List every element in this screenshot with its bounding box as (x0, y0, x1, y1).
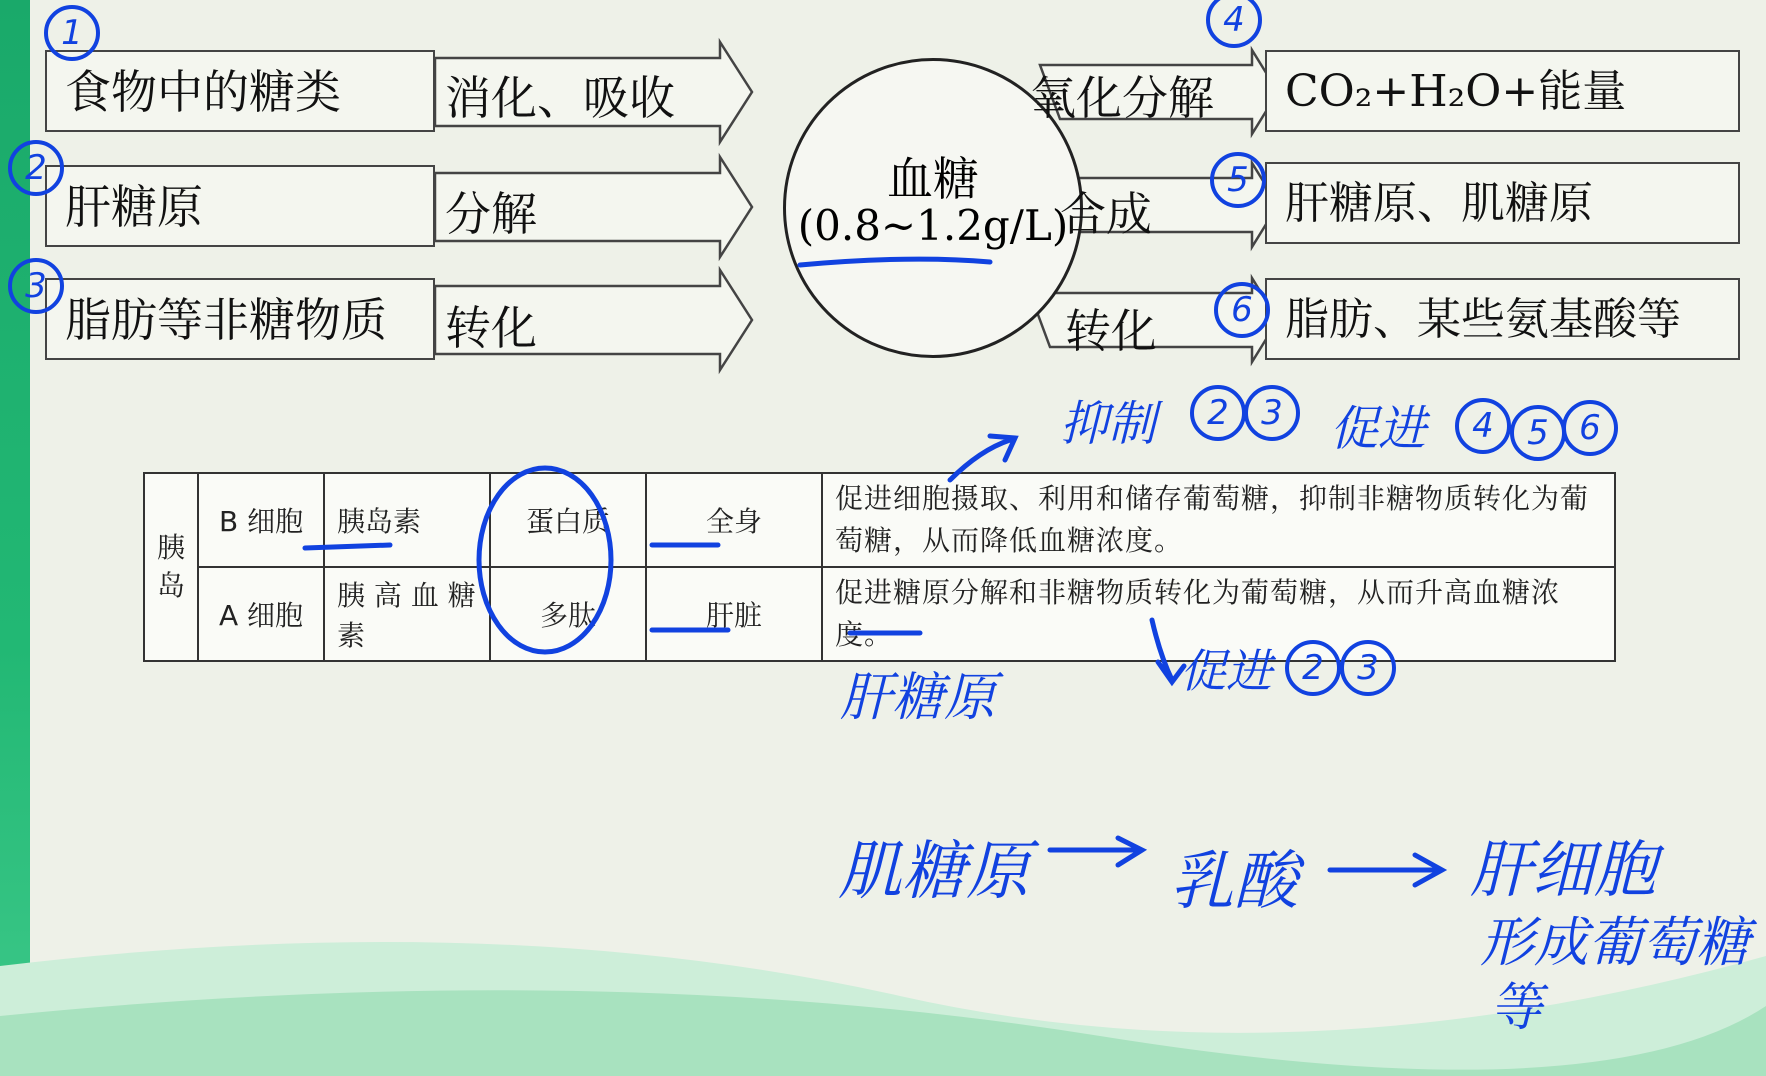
hormone-nature: 多肽 (490, 567, 646, 661)
annotation-promote: 促进 (1330, 401, 1427, 457)
process-label-digest: 消化、吸收 (445, 71, 675, 125)
arrow-to-inhibit (950, 436, 1015, 480)
marker-2: 2 (8, 140, 64, 196)
blood-glucose-range: (0.8~1.2g/L) (797, 201, 1069, 250)
hormone-function: 促进细胞摄取、利用和储存葡萄糖，抑制非糖物质转化为葡萄糖，从而降低血糖浓度。 (822, 473, 1615, 567)
chain-form-glucose: 形成葡萄糖 (1480, 911, 1750, 974)
annotation-glycogen-note: 肝糖原 (840, 668, 997, 728)
marker-3: 3 (8, 258, 64, 314)
process-label-decompose: 分解 (445, 187, 537, 241)
promote-num-4: 4 (1455, 398, 1511, 454)
circle-nature (479, 468, 611, 652)
process-label-convert-out: 转化 (1065, 304, 1157, 358)
chain-muscle-glycogen: 肌糖原 (838, 835, 1030, 909)
marker-6: 6 (1214, 282, 1270, 338)
promote2-num-3: 3 (1340, 640, 1396, 696)
cell-type: B 细胞 (198, 473, 324, 567)
diagram-board (25, 0, 1766, 1076)
target-organ: 全身 (646, 473, 822, 567)
process-label-oxidize: 氧化分解 (1030, 71, 1214, 125)
cell-type: A 细胞 (198, 567, 324, 661)
process-label-convert-in: 转化 (445, 301, 537, 355)
hormone-nature: 蛋白质 (490, 473, 646, 567)
promote-num-5: 5 (1510, 405, 1566, 461)
marker-5: 5 (1210, 152, 1266, 208)
target-organ: 肝脏 (646, 567, 822, 661)
source-box-non-sugar: 脂肪等非糖物质 (45, 278, 435, 360)
annotation-inhibit: 抑制 (1060, 396, 1157, 452)
hormone-function: 促进糖原分解和非糖物质转化为葡萄糖，从而升高血糖浓度。 (822, 567, 1615, 661)
annotation-promote2: 促进 (1180, 644, 1272, 698)
chain-liver-cell: 肝细胞 (1470, 833, 1657, 906)
inhibit-num-3: 3 (1244, 385, 1300, 441)
underline-insulin (305, 545, 390, 548)
process-label-synthesize: 合成 (1060, 187, 1152, 241)
blood-glucose-title: 血糖 (887, 152, 979, 206)
chain-arrow-1 (1050, 838, 1142, 865)
output-box-fat-amino: 脂肪、某些氨基酸等 (1265, 278, 1740, 360)
output-box-glycogen: 肝糖原、肌糖原 (1265, 162, 1740, 244)
source-box-liver-glycogen: 肝糖原 (45, 165, 435, 247)
chain-arrow-2 (1330, 855, 1442, 885)
chain-lactic-acid: 乳酸 (1170, 845, 1298, 919)
marker-4: 4 (1206, 0, 1262, 48)
marker-1: 1 (44, 5, 100, 61)
hormone-name: 胰 高 血 糖 素 (324, 567, 490, 661)
underline-range (800, 259, 990, 265)
output-box-energy: CO₂+H₂O+能量 (1265, 50, 1740, 132)
source-box-food: 食物中的糖类 (45, 50, 435, 132)
inhibit-num-2: 2 (1190, 385, 1246, 441)
promote-num-6: 6 (1562, 400, 1618, 456)
chain-etc: 等 (1490, 978, 1543, 1038)
hormone-name: 胰岛素 (324, 473, 490, 567)
organ-cell: 胰岛 (144, 473, 198, 661)
promote2-num-2: 2 (1285, 640, 1341, 696)
